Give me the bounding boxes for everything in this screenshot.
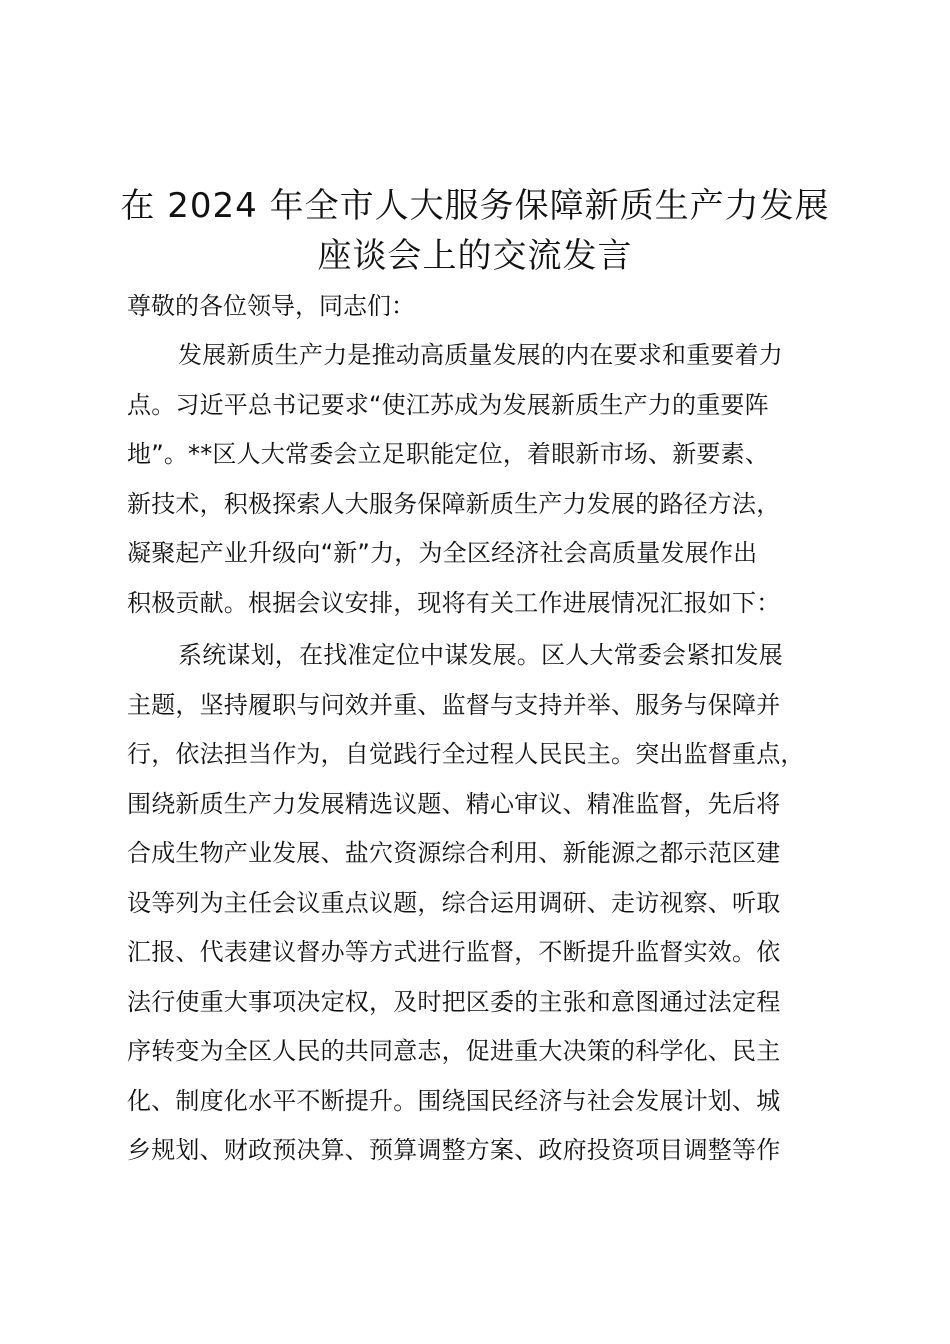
paragraph-line: 地”。**区人大常委会立足职能定位，着眼新市场、新要素、 (127, 440, 770, 468)
paragraph-1 (127, 331, 847, 628)
paragraph-line: 发展新质生产力是推动高质量发展的内在要求和重要着力 (178, 341, 783, 369)
paragraph-2 (127, 631, 847, 1176)
salutation: 尊敬的各位领导，同志们： (127, 292, 415, 320)
paragraph-line: 围绕新质生产力发展精选议题、精心审议、精准监督，先后将 (127, 789, 781, 818)
paragraph-line: 乡规划、财政预决算、预算调整方案、政府投资项目调整等作 (127, 1136, 781, 1164)
paragraph-line: 主题，坚持履职与问效并重、监督与支持并举、服务与保障并 (127, 690, 781, 719)
paragraph-line: 法行使重大事项决定权，及时把区委的主张和意图通过法定程 (127, 987, 781, 1016)
title-line-1: 在 2024 年全市人大服务保障新质生产力发展 (120, 186, 830, 226)
document-title (0, 181, 950, 281)
paragraph-line: 合成生物产业发展、盐穴资源综合利用、新能源之都示范区建 (127, 839, 781, 867)
paragraph-line: 行，依法担当作为，自觉践行全过程人民民主。突出监督重点， (127, 740, 805, 768)
paragraph-line: 点。习近平总书记要求“使江苏成为发展新质生产力的重要阵 (127, 390, 769, 419)
paragraph-line: 系统谋划，在找准定位中谋发展。区人大常委会紧扣发展 (178, 641, 783, 669)
paragraph-line: 新技术，积极探索人大服务保障新质生产力发展的路径方法， (127, 489, 781, 518)
paragraph-line: 凝聚起产业升级向“新”力，为全区经济社会高质量发展作出 (127, 539, 758, 567)
paragraph-line: 设等列为主任会议重点议题，综合运用调研、走访视察、听取 (127, 888, 781, 917)
paragraph-line: 积极贡献。根据会议安排，现将有关工作进展情况汇报如下： (127, 588, 781, 617)
paragraph-line: 化、制度化水平不断提升。围绕国民经济与社会发展计划、城 (127, 1086, 781, 1115)
paragraph-line: 汇报、代表建议督办等方式进行监督，不断提升监督实效。依 (127, 938, 781, 966)
title-line-2: 座谈会上的交流发言 (317, 236, 633, 276)
paragraph-line: 序转变为全区人民的共同意志，促进重大决策的科学化、民主 (127, 1037, 781, 1065)
